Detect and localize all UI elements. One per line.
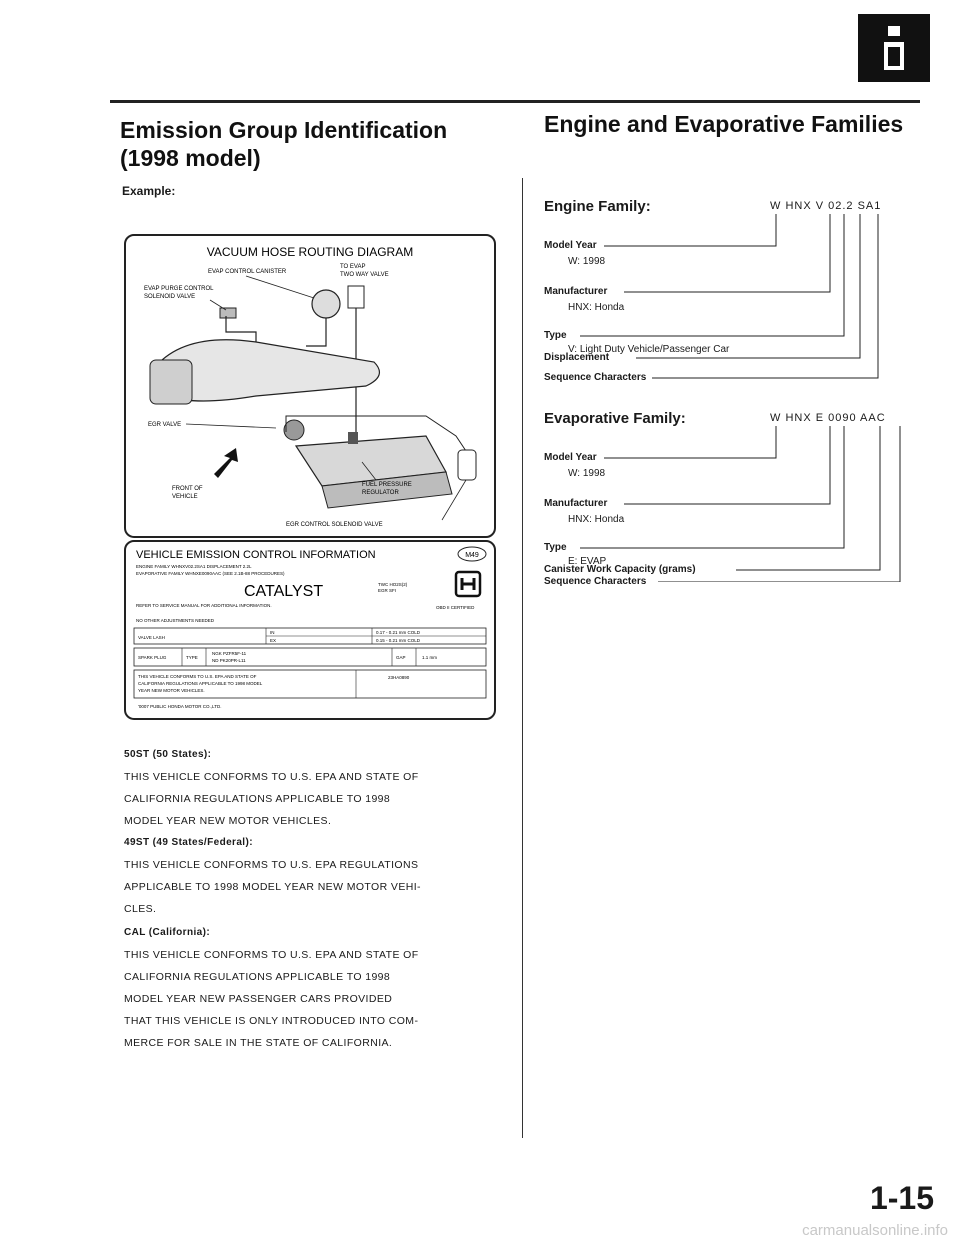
valve-ex: EX [270,638,277,643]
twc-1: TWC HO2S(2) [378,582,408,587]
engine-row-manufacturer-sub: HNX: Honda [568,302,625,313]
valve-in-val: 0.17 - 0.21 mm COLD [376,630,421,635]
paragraph-49st: 49ST (49 States/Federal): THIS VEHICLE CONFORMS TO U.S. EPA REGULATIONS APPLICABLE TO 1998 MODEL YEAR NEW MOTOR VEHI- CLES. [124,837,421,915]
plug-1: NGK PZFR5F-11 [212,651,247,656]
engine-row-model-year: Model Year [544,240,597,251]
refer-text: REFER TO SERVICE MANUAL FOR ADDITIONAL INFORMATION. [136,603,272,608]
evap-row-manufacturer: Manufacturer [544,498,608,509]
maker-text: '0007 PUBLIC HONDA MOTOR CO.,LTD. [138,704,222,709]
label-front-1: FRONT OF [172,486,203,492]
valve-ex-val: 0.15 - 0.21 mm COLD [376,638,421,643]
evap-row-manufacturer-sub: HNX: Honda [568,514,625,525]
type-label: TYPE [186,655,198,660]
header-rule [110,100,920,103]
engine-row-type: Type [544,330,567,341]
paragraph-50st: 50ST (50 States): THIS VEHICLE CONFORMS TO U.S. EPA AND STATE OF CALIFORNIA REGULATIONS APPLICABLE TO 1998 MODEL YEAR NEW MOTOR VEHICLES. [124,749,419,827]
part-no: 23HA0890 [388,675,410,680]
conform-1: THIS VEHICLE CONFORMS TO U.S. EPA AND STATE OF [138,674,257,679]
label-egr-valve: EGR VALVE [148,422,182,428]
section-title-emission-group: Emission Group Identification (1998 model) [120,117,448,171]
obd-text: OBD II CERTIFIED [436,605,475,610]
engine-row-type-sub: V: Light Duty Vehicle/Passenger Car [568,344,730,355]
label-two-way-1: TO EVAP [340,264,366,270]
label-fuel-2: REGULATOR [362,490,399,496]
gap-val: 1.1 mm [422,655,438,660]
label-canister: EVAP CONTROL CANISTER [208,269,287,275]
valve-in: IN [270,630,275,635]
evap-row-sequence: Sequence Characters [544,576,647,587]
vacuum-diagram-title: VACUUM HOSE ROUTING DIAGRAM [206,245,414,259]
engine-row-sequence: Sequence Characters [544,372,647,383]
valve-lash-label: VALVE LASH [138,635,165,640]
evap-row-type: Type [544,542,567,553]
label-purge-2: SOLENOID VALVE [144,294,196,300]
plug-2: ND PK20PR-L11 [212,658,246,663]
evap-family-code: W HNX E 0090 AAC [770,412,886,424]
emission-control-label [124,540,496,720]
label-front-2: VEHICLE [172,494,198,500]
emission-badge: M49 [465,552,479,559]
evap-row-type-sub: E: EVAP [568,556,607,567]
emission-title: VEHICLE EMISSION CONTROL INFORMATION [136,549,376,561]
engine-row-displacement: Displacement [544,352,610,363]
watermark: carmanualsonline.info [802,1222,948,1239]
label-two-way-2: TWO WAY VALVE [340,272,389,278]
label-fuel-1: FUEL PRESSURE [362,482,412,488]
emission-line1: ENGINE FAMILY WHNXV02.2SA1 DISPLACEMENT 2.2L [136,564,252,569]
label-egr-solenoid: EGR CONTROL SOLENOID VALVE [286,522,383,528]
engine-row-manufacturer: Manufacturer [544,286,608,297]
engine-family-code: W HNX V 02.2 SA1 [770,200,882,212]
paragraph-cal: CAL (California): THIS VEHICLE CONFORMS TO U.S. EPA AND STATE OF CALIFORNIA REGULATIONS APPLICABLE TO 1998 MODEL YEAR NEW PASSENGER CARS PROVIDED THAT THIS VEHICLE IS ONLY INTRODUCED INTO COM- MERCE FOR SALE IN THE STATE OF CALIFORNIA. [124,927,419,1049]
page-number: 1-15 [869,1180,934,1216]
info-icon [858,14,930,82]
twc-2: EGR SFI [378,588,397,593]
emission-line2: EVAPORATIVE FAMILY WHNXE0090AAC (SEE 2.1B-88 PROCEDURES) [136,571,285,576]
column-divider [522,178,523,1138]
evap-row-model-year-sub: W: 1998 [568,468,606,479]
engine-family-label: Engine Family: [544,198,651,215]
example-label: Example: [122,184,176,198]
gap-label: GAP [396,655,406,660]
spark-plug-label: SPARK PLUG [138,655,167,660]
evap-family-label: Evaporative Family: [544,410,686,427]
catalyst-text: CATALYST [244,583,324,600]
no-other-text: NO OTHER ADJUSTMENTS NEEDED [136,618,215,623]
evap-row-model-year: Model Year [544,452,597,463]
vacuum-hose-diagram [124,234,496,538]
conform-3: YEAR NEW MOTOR VEHICLES. [138,688,205,693]
evap-row-canister: Canister Work Capacity (grams) [544,564,696,575]
label-purge-1: EVAP PURGE CONTROL [144,286,214,292]
engine-row-model-year-sub: W: 1998 [568,256,606,267]
conform-2: CALIFORNIA REGULATIONS APPLICABLE TO 1998 MODEL [138,681,263,686]
section-title-families: Engine and Evaporative Families [544,111,904,137]
